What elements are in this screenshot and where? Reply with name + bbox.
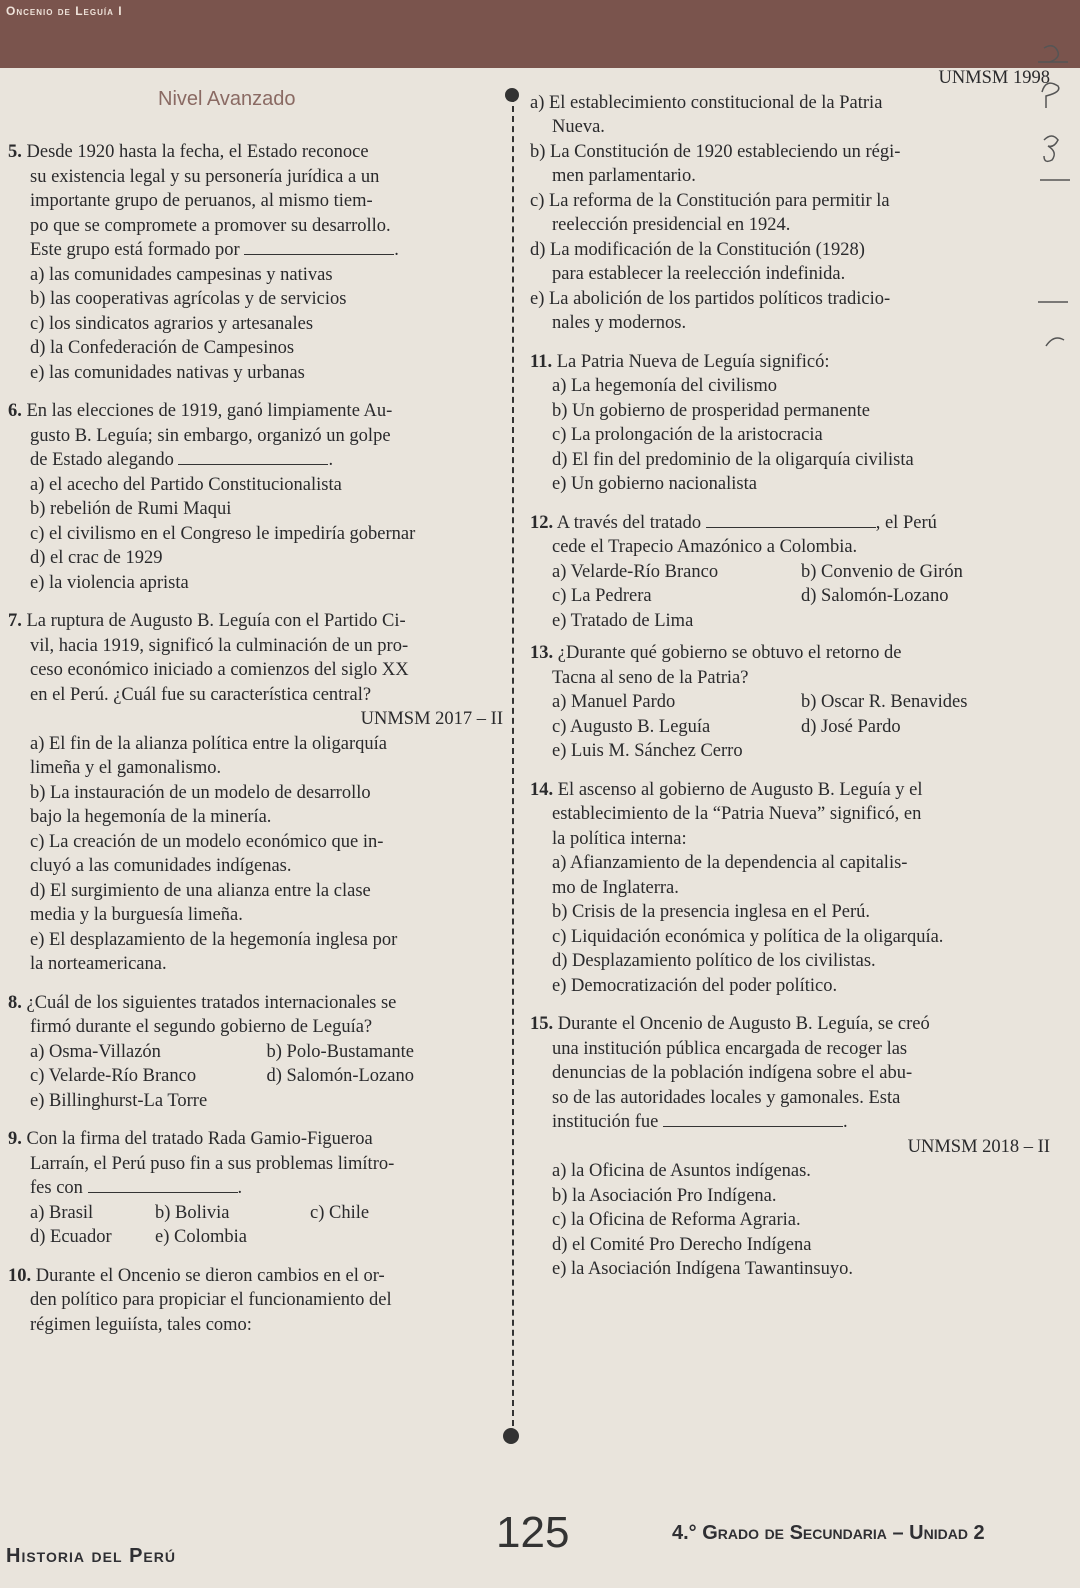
option[interactable]: b) Bolivia [155, 1202, 230, 1223]
option[interactable]: e) Colombia [155, 1227, 247, 1247]
option[interactable]: a) las comunidades campesinas y nativas [30, 264, 333, 285]
question-10-options: UNMSM 1998 a) El establecimiento constitucional de la Patria Nueva. b) La Constitución de 1920 estableciendo un régi- men parlamentario. c) La reforma de la Constitución para permitir la reelección presidencial en 1924. d) La modificación de la Constitución (1928) para establecer la reelección indefinida. e) La abolición de los partidos políticos tradicio- nales y modernos. [530, 68, 1050, 333]
header-band [0, 0, 1080, 68]
option[interactable]: b) la Asociación Pro Indígena. [552, 1185, 777, 1206]
option[interactable]: e) El desplazamiento de la hegemonía inglesa por [30, 929, 398, 950]
option[interactable]: c) los sindicatos agrarios y artesanales [30, 313, 314, 334]
option[interactable]: a) La hegemonía del civilismo [552, 376, 778, 396]
option[interactable]: d) la Confederación de Campesinos [30, 338, 295, 358]
question-12: 12. A través del tratado , el Perú cede el Trapecio Amazónico a Colombia. a) Velarde-Río Branco b) Convenio de Girón c) La Pedrera d) Salomón-Lozano e) Tratado de Lima [530, 511, 1050, 634]
option[interactable]: d) el Comité Pro Derecho Indígena [552, 1234, 812, 1255]
option[interactable]: a) El establecimiento constitucional de la Patria [530, 92, 883, 113]
option[interactable]: e) La abolición de los partidos políticos tradicio- [530, 288, 891, 309]
option[interactable]: a) Manuel Pardo [552, 692, 676, 712]
exam-source: UNMSM 1998 [938, 68, 1050, 88]
course-title: Historia del Perú [6, 1545, 176, 1567]
option[interactable]: e) Billinghurst-La Torre [30, 1090, 208, 1111]
option[interactable]: d) La modificación de la Constitución (1928) [530, 239, 865, 260]
option[interactable]: c) Liquidación económica y política de la oligarquía. [552, 926, 944, 947]
option[interactable]: e) Tratado de Lima [552, 610, 694, 631]
answer-blank[interactable] [706, 513, 876, 528]
option[interactable]: e) las comunidades nativas y urbanas [30, 362, 305, 383]
option[interactable]: b) las cooperativas agrícolas y de servicios [30, 289, 347, 309]
question-10: 10. Durante el Oncenio se dieron cambios en el or- den político para propiciar el funcionamiento del régimen leguiísta, tales como: [8, 1265, 392, 1335]
level-label: Nivel Avanzado [158, 88, 296, 110]
option[interactable]: b) La Constitución de 1920 estableciendo un régi- [530, 141, 901, 162]
grade-unit: 4.° Grado de Secundaria – Unidad 2 [672, 1522, 985, 1544]
option[interactable]: d) Ecuador [30, 1227, 112, 1247]
option[interactable]: d) El fin del predominio de la oligarquía civilista [552, 449, 914, 470]
question-8: 8. ¿Cuál de los siguientes tratados internacionales se firmó durante el segundo gobierno de Leguía? a) Osma-Villazón b) Polo-Bustamante c) Velarde-Río Branco d) Salomón-Lozano e) Billinghurst-La Torre [8, 991, 503, 1114]
option[interactable]: a) Velarde-Río Branco [552, 561, 719, 582]
option[interactable]: a) El fin de la alianza política entre la oligarquía [30, 733, 387, 754]
option[interactable]: d) Desplazamiento político de los civilistas. [552, 951, 876, 971]
option[interactable]: e) la violencia aprista [30, 572, 189, 593]
option[interactable]: c) La creación de un modelo económico que in- [30, 831, 384, 852]
option[interactable]: c) La prolongación de la aristocracia [552, 425, 823, 445]
divider-dot-top [505, 88, 519, 102]
answer-blank[interactable] [244, 240, 394, 255]
option[interactable]: e) Un gobierno nacionalista [552, 474, 757, 494]
question-14: 14. El ascenso al gobierno de Augusto B. Leguía y el establecimiento de la “Patria Nueva” significó, en la política interna: a) Afianzamiento de la dependencia al capitalis- mo de Inglaterra. b) Crisis de la presencia inglesa en el Perú. c) Liquidación económica y política de la oligarquía. d) Desplazamiento político de los civilistas. e) Democratización del poder político. [530, 778, 1050, 999]
question-13: 13. ¿Durante qué gobierno se obtuvo el retorno de Tacna al seno de la Patria? a) Manuel Pardo b) Oscar R. Benavides c) Augusto B. Leguía d) José Pardo e) Luis M. Sánchez Cerro [530, 641, 1050, 764]
option[interactable]: d) el crac de 1929 [30, 548, 163, 568]
option[interactable]: a) el acecho del Partido Constitucionalista [30, 474, 342, 495]
option[interactable]: c) Chile [310, 1202, 370, 1223]
option[interactable]: e) la Asociación Indígena Tawantinsuyo. [552, 1259, 853, 1279]
option[interactable]: a) Brasil [30, 1202, 94, 1223]
option[interactable]: b) Convenio de Girón [801, 561, 963, 582]
question-9: 9. Con la firma del tratado Rada Gamio-Figueroa Larraín, el Perú puso fin a sus problemas limítro- fes con . a) Brasil b) Bolivia c) Chile d) Ecuador e) Colombia [8, 1127, 503, 1250]
question-11: 11. La Patria Nueva de Leguía significó: a) La hegemonía del civilismo b) Un gobierno de prosperidad permanente c) La prolongación de la aristocracia d) El fin del predominio de la oligarquía civilista e) Un gobierno nacionalista [530, 350, 1050, 497]
left-column [8, 140, 503, 1337]
option[interactable]: c) Augusto B. Leguía [552, 716, 711, 737]
exam-source: UNMSM 2017 – II [360, 709, 503, 729]
exam-source: UNMSM 2018 – II [907, 1136, 1050, 1157]
option[interactable]: c) La Pedrera [552, 586, 652, 606]
option[interactable]: b) Crisis de la presencia inglesa en el Perú. [552, 902, 870, 922]
answer-blank[interactable] [178, 450, 328, 465]
question-7: 7. La ruptura de Augusto B. Leguía con el Partido Ci- vil, hacia 1919, significó la culminación de un pro- ceso económico iniciado a comienzos del siglo XX en el Perú. ¿Cuál fue su característica central? UNMSM 2017 – II a) El fin de la alianza política entre la oligarquía limeña y el gamonalismo. b) La instauración de un modelo de desarrollo bajo la hegemonía de la minería. c) La creación de un modelo económico que in- cluyó a las comunidades indígenas. d) El surgimiento de una alianza entre la clase media y la burguesía limeña. e) El desplazamiento de la hegemonía inglesa por la norteamericana. [8, 611, 503, 974]
option[interactable]: e) Luis M. Sánchez Cerro [552, 741, 743, 761]
option[interactable]: c) el civilismo en el Congreso le impediría gobernar [30, 523, 416, 544]
right-column [530, 66, 1050, 1282]
option[interactable]: c) Velarde-Río Branco [30, 1066, 197, 1086]
answer-blank[interactable] [663, 1112, 843, 1127]
unit-title: Oncenio de Leguía I [6, 4, 123, 18]
page-number: 125 [496, 1508, 570, 1557]
question-15: 15. Durante el Oncenio de Augusto B. Leguía, se creó una institución pública encargada de recoger las denuncias de la población indígena sobre el abu- so de las autoridades locales y gamonales. Esta institución fue . UNMSM 2018 – II a) la Oficina de Asuntos indígenas. b) la Asociación Pro Indígena. c) la Oficina de Reforma Agraria. d) el Comité Pro Derecho Indígena e) la Asociación Indígena Tawantinsuyo. [530, 1012, 1050, 1282]
question-6: 6. En las elecciones de 1919, ganó limpiamente Au- gusto B. Leguía; sin embargo, organizó un golpe de Estado alegando . a) el acecho del Partido Constitucionalista b) rebelión de Rumi Maqui c) el civilismo en el Congreso le impediría gobernar d) el crac de 1929 e) la violencia aprista [8, 399, 503, 595]
option[interactable]: b) Oscar R. Benavides [801, 692, 968, 712]
option[interactable]: b) Polo-Bustamante [266, 1041, 414, 1062]
option[interactable]: c) la Oficina de Reforma Agraria. [552, 1210, 801, 1230]
option[interactable]: b) rebelión de Rumi Maqui [30, 499, 232, 519]
option[interactable]: a) la Oficina de Asuntos indígenas. [552, 1161, 811, 1181]
option[interactable]: a) Osma-Villazón [30, 1041, 161, 1062]
option[interactable]: d) Salomón-Lozano [801, 586, 949, 606]
option[interactable]: c) La reforma de la Constitución para permitir la [530, 190, 890, 211]
option[interactable]: e) Democratización del poder político. [552, 975, 838, 996]
option[interactable]: a) Afianzamiento de la dependencia al capitalis- [552, 853, 908, 873]
question-5: 5. Desde 1920 hasta la fecha, el Estado reconoce su existencia legal y su personería jurídica a un importante grupo de peruanos, al mismo tiem- po que se compromete a promover su desarrollo. Este grupo está formado por . a) las comunidades campesinas y nativas b) las cooperativas agrícolas y de servicios c) los sindicatos agrarios y artesanales d) la Confederación de Campesinos e) las comunidades nativas y urbanas [8, 140, 503, 385]
option[interactable]: b) La instauración de un modelo de desarrollo [30, 782, 371, 803]
option[interactable]: d) José Pardo [801, 716, 901, 737]
column-divider [512, 96, 514, 1426]
answer-blank[interactable] [88, 1178, 238, 1193]
divider-dot-bottom [503, 1428, 519, 1444]
option[interactable]: b) Un gobierno de prosperidad permanente [552, 400, 870, 421]
option[interactable]: d) Salomón-Lozano [266, 1066, 414, 1086]
option[interactable]: d) El surgimiento de una alianza entre la clase [30, 880, 371, 901]
